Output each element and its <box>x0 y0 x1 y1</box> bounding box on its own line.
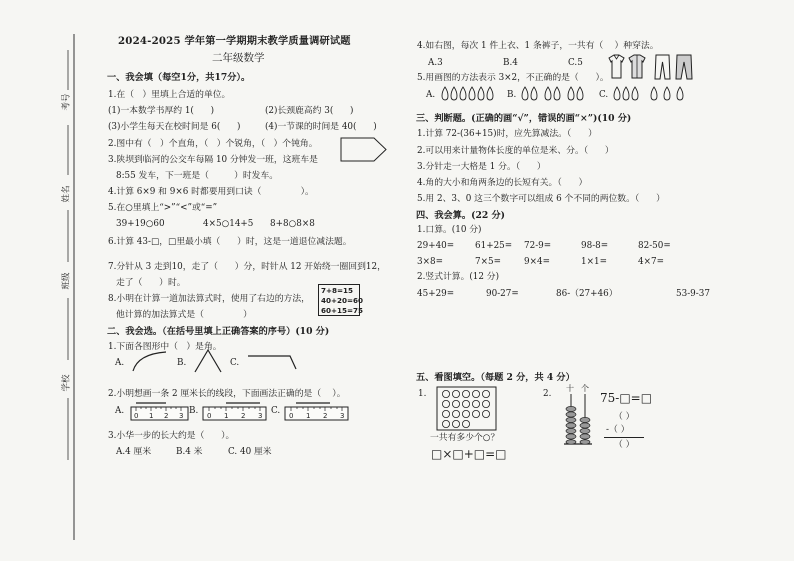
part2-q3-option-b: B.4 米 <box>176 447 203 457</box>
part1-q8-line1: 8.小明在计算一道加法算式时，使用了右边的方法， <box>108 294 310 304</box>
addition-method-box <box>318 284 364 316</box>
part2-q4-option-a: A.3 <box>428 58 443 68</box>
part1-q4: 4.计算 6×9 和 9×6 时都要用到口诀（ ）。 <box>108 187 314 197</box>
part1-q1-1: (1)一本数学书厚约 1( ) <box>108 106 215 116</box>
part2-q4: 4.如右图，每次 1 件上衣、1 条裤子，一共有（ ）种穿法。 <box>417 41 659 51</box>
part5-q2-formula: 75-□=□ <box>600 391 653 405</box>
exam-title: 2024-2025 学年第一学期期末教学质量调研试题 <box>118 35 351 47</box>
part1-q6: 6.计算 43-□，□里最小填（ ）时，这是一道退位减法题。 <box>108 237 352 247</box>
part2-q5: 5.用画图的方法表示 3×2，不正确的是（ ）。 <box>417 73 609 83</box>
part1-q8-line2: 他计算的加法算式是（ ） <box>116 310 252 320</box>
abacus-figure <box>563 382 593 448</box>
ruler-a-tick-0: 0 <box>134 412 139 420</box>
angle-option-b-label: B. <box>177 358 187 368</box>
part1-q7-line2: 走了（ ）时。 <box>116 278 186 288</box>
judge-item-1: 1.计算 72-(36+15)时，应先算减法。（ ） <box>417 129 597 139</box>
written-calc-2: 90-27= <box>486 289 519 299</box>
drops-option-b-label: B. <box>507 90 517 100</box>
vertical-calc-top: （ ） <box>614 412 635 422</box>
margin-label-school: 学校 <box>61 374 72 392</box>
abacus-label-tens: 十 <box>566 384 574 393</box>
part1-q3-line2: 8:55 发车，下一班是（ ）时发车。 <box>116 171 279 181</box>
part4-sub2: 2.竖式计算。(12 分) <box>417 272 500 282</box>
ruler-b-tick-1: 1 <box>224 412 229 420</box>
written-calc-4: 53-9-37 <box>676 289 710 299</box>
ruler-a-tick-2: 2 <box>164 412 169 420</box>
part1-q5: 5.在○里填上“>”“<”或“=” <box>108 203 218 213</box>
ruler-option-c-label: C. <box>271 406 281 416</box>
part2-q4-option-b: B.4 <box>503 58 518 68</box>
ruler-b-tick-2: 2 <box>241 412 246 420</box>
ruler-a-tick-1: 1 <box>149 412 154 420</box>
ruler-c-tick-1: 1 <box>306 412 311 420</box>
ruler-option-c <box>284 400 350 422</box>
ruler-option-a-label: A. <box>115 406 125 416</box>
exam-subtitle: 二年级数学 <box>212 52 265 64</box>
mental-calc-1: 29+40= <box>417 241 455 251</box>
part4-heading: 四、我会算。(22 分) <box>416 210 505 221</box>
drops-option-a-figure <box>440 86 498 103</box>
vertical-calc-subtrahend: -（ ） <box>606 425 630 435</box>
angle-option-b-figure <box>193 348 225 374</box>
part2-q3-option-c: C. 40 厘米 <box>228 447 272 457</box>
margin-label-class: 班级 <box>61 272 72 290</box>
ruler-option-a <box>130 400 190 422</box>
mental-calc-3: 72-9= <box>524 241 552 251</box>
pentagon-figure <box>340 136 388 163</box>
ruler-a-tick-3: 3 <box>179 412 184 420</box>
mental-calc-8: 9×4= <box>524 257 550 267</box>
margin-label-name: 姓名 <box>61 185 72 203</box>
part1-q5-item-2: 4×5○14+5 <box>203 219 254 229</box>
angle-option-a-figure <box>130 350 170 374</box>
part1-q1-4: (4)一节课的时间是 40( ) <box>265 122 377 132</box>
ruler-b-tick-3: 3 <box>258 412 263 420</box>
part2-q4-option-c: C.5 <box>568 58 583 68</box>
part1-q1: 1.在（ ）里填上合适的单位。 <box>108 90 231 100</box>
judge-item-4: 4.角的大小和角两条边的长短有关。（ ） <box>417 178 588 188</box>
mental-calc-4: 98-8= <box>581 241 609 251</box>
ruler-c-tick-2: 2 <box>323 412 328 420</box>
part5-q1-number: 1. <box>418 389 427 399</box>
part2-heading: 二、我会选。（在括号里填上正确答案的序号）(10 分) <box>107 326 330 337</box>
clothes-figure <box>607 53 695 81</box>
drops-option-b-figure <box>520 86 586 103</box>
mental-calc-6: 3×8= <box>417 257 443 267</box>
mental-calc-10: 4×7= <box>638 257 664 267</box>
method-step-2: 40+20=60 <box>321 296 364 305</box>
part1-q2: 2.图中有（ ）个直角，（ ）个锐角，（ ）个钝角。 <box>108 139 318 149</box>
part2-q2: 2.小明想画一条 2 厘米长的线段，下面画法正确的是（ ）。 <box>108 389 346 399</box>
part1-q1-2: (2)长颈鹿高约 3( ) <box>265 106 354 116</box>
part5-q1-formula: □×□+□=□ <box>431 447 507 461</box>
drops-option-c-label: C. <box>599 90 609 100</box>
written-calc-1: 45+29= <box>417 289 455 299</box>
part2-q1: 1.下面各图形中（ ）是角。 <box>108 342 222 352</box>
ruler-c-tick-3: 3 <box>340 412 345 420</box>
judge-item-2: 2.可以用来计量物体长度的单位是米、分。（ ） <box>417 146 614 156</box>
ruler-c-tick-0: 0 <box>289 412 294 420</box>
part3-heading: 三、判断题。(正确的画“√”，错误的画“×”)(10 分) <box>416 113 632 124</box>
part2-q3: 3.小华一步的长大约是（ ）。 <box>108 431 235 441</box>
part1-q7-line1: 7.分针从 3 走到10，走了（ ）分，时针从 12 开始绕一圈回到12， <box>108 262 386 272</box>
part5-heading: 五、看图填空。（每题 2 分，共 4 分） <box>416 372 575 383</box>
mental-calc-9: 1×1= <box>581 257 607 267</box>
angle-option-a-label: A. <box>115 358 125 368</box>
vertical-calc-line <box>604 437 644 438</box>
part1-q3-line1: 3.陕坝到临河的公交车每隔 10 分钟发一班，这班车是 <box>108 155 318 165</box>
part5-q2-number: 2. <box>543 389 552 399</box>
angle-option-c-figure <box>246 352 300 374</box>
margin-label-exam-number: 考号 <box>61 93 72 111</box>
part1-q5-item-1: 39+19○60 <box>116 219 165 229</box>
abacus-label-ones: 个 <box>581 384 589 393</box>
ruler-option-b-label: B. <box>189 406 199 416</box>
drops-option-c-figure <box>612 86 686 103</box>
judge-item-3: 3.分针走一大格是 1 分。（ ） <box>417 162 546 172</box>
angle-option-c-label: C. <box>230 358 240 368</box>
method-step-3: 60+15=75 <box>321 306 364 315</box>
drops-option-a-label: A. <box>426 90 436 100</box>
vertical-calc-result: （ ） <box>614 440 635 450</box>
part1-q1-3: (3)小学生每天在校时间是 6( ) <box>108 122 241 132</box>
mental-calc-2: 61+25= <box>475 241 513 251</box>
method-step-1: 7+8=15 <box>321 286 354 295</box>
written-calc-3: 86-（27+46） <box>556 289 618 299</box>
part4-sub1: 1.口算。(10 分) <box>417 225 482 235</box>
mental-calc-7: 7×5= <box>475 257 501 267</box>
judge-item-5: 5.用 2、3、0 这三个数字可以组成 6 个不同的两位数。（ ） <box>417 194 665 204</box>
circle-array-figure <box>436 386 498 432</box>
part5-q1-question: 一共有多少个○？ <box>430 433 500 443</box>
mental-calc-5: 82-50= <box>638 241 671 251</box>
ruler-option-b <box>202 400 268 422</box>
part1-q5-item-3: 8+8○8×8 <box>270 219 315 229</box>
part1-heading: 一、我会填（每空1分，共17分）。 <box>107 72 251 83</box>
ruler-b-tick-0: 0 <box>207 412 212 420</box>
part2-q3-option-a: A.4 厘米 <box>116 447 152 457</box>
